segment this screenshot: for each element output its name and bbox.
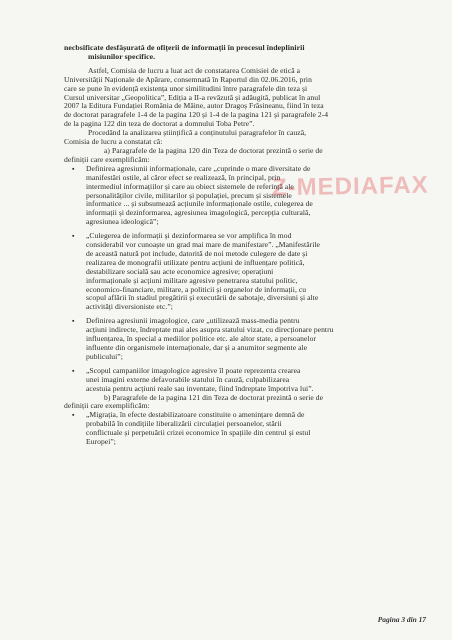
- text-line: 2007 la Editura Fundației România de Mâine, autor Dragoș Frăsineanu, fiind în teza: [64, 102, 324, 111]
- list-item: [64, 232, 424, 312]
- point-b: b) Paragrafele de la pagina 121 din Teza de doctorat prezintă o serie de: [104, 393, 324, 402]
- text-line: Europei”;: [86, 438, 116, 447]
- list-item: [64, 165, 424, 227]
- title-line: necbsificate desfășurată de ofițerii de informații în procesul îndeplinirii: [64, 44, 305, 52]
- mediafax-watermark: Z-MEDIAFAX: [271, 171, 429, 202]
- bullet-icon: ▪: [72, 232, 75, 241]
- page-number: Pagina 3 din 17: [377, 615, 426, 624]
- text-line: influențarea, în special a mediilor politice etc. ale altor state, a persoanelor: [86, 335, 317, 344]
- bullet-list-a: [64, 165, 424, 394]
- text-line: de doctorat paragrafele 1-4 de la pagina 120 și 1-4 de la pagina 121 și paragrafele 2-4: [64, 111, 329, 120]
- text-line: acțiuni indirecte, îndreptate mai ales asupra statului vizat, cu direcționare pentru: [86, 326, 334, 335]
- point-a-continuation: definiții care exemplificăm:: [64, 155, 150, 164]
- text-line: destabilizare socială sau acte economice agresive; operațiuni: [86, 267, 274, 276]
- point-b-continuation: definiții care exemplificăm:: [64, 402, 150, 411]
- text-line: Definirea agresiunii informaționale, care „cuprinde o mare diversitate de: [86, 164, 311, 173]
- text-line: manifestări ostile, al căror efect se realizează, în principal, prin: [86, 173, 281, 182]
- document-title: [64, 44, 424, 62]
- text-line: de la pagina 122 din teza de doctorat a domnului Toba Petre”.: [64, 120, 255, 129]
- text-line: Astfel, Comisia de lucru a luat act de constatarea Comisiei de etică a: [88, 66, 301, 75]
- text-line: conflictuale și perpetuării crizei economice în spațiile din centrul și estul: [86, 429, 311, 438]
- list-item: [64, 411, 424, 447]
- text-line: „Culegerea de informații și dezinformarea se vor amplifica în mod: [86, 232, 292, 241]
- text-line: economico-financiare, militare, a politicii și organelor de informații, cu: [86, 285, 307, 294]
- bullet-icon: ▪: [72, 366, 75, 375]
- text-line: activități diversioniste etc.”;: [86, 303, 173, 312]
- title-line: misiunilor specifice.: [88, 52, 156, 61]
- paragraph-commission: [64, 67, 424, 129]
- text-line: personalităților civile, militarilor și populației, precum și sistemele: [86, 191, 292, 200]
- bullet-icon: ▪: [72, 164, 75, 173]
- text-line: Comisia de lucru a constatat că:: [64, 138, 163, 147]
- text-line: informaționale și acțiuni militare agresive penetrarea statului politic,: [86, 276, 298, 285]
- bullet-icon: ▪: [72, 317, 75, 326]
- text-line: unei imagini externe defavorabile statului în cauză, culpabilizarea: [86, 375, 290, 384]
- text-line: intermediul informațiilor și care au obiect sistemele de referință ale: [86, 182, 294, 191]
- text-line: informatice ... și subsumează acțiunile informaționale ostile, culegerea de: [86, 200, 313, 209]
- list-item: [64, 367, 424, 394]
- text-line: considerabil vor cunoaște un grad mai mare de manifestare”. „Manifestările: [86, 241, 320, 250]
- text-line: „Migrația, în efecte destabilizatoare constituite o amenințare demnă de: [86, 411, 305, 420]
- text-line: care se pune în evidență existența unor similitudini între paragrafele din teza și: [64, 84, 308, 93]
- text-line: Definirea agresiunii imagologice, care „utilizează mass-media pentru: [86, 317, 300, 326]
- paragraph-analysis: [64, 129, 424, 147]
- list-item: [64, 317, 424, 362]
- text-line: influente din organismele internaționale, dar și a anumitor segmente ale: [86, 344, 308, 352]
- text-line: de această natură pot include, datorită de noi metode culegere de date și: [86, 249, 308, 258]
- text-line: publicului”;: [86, 352, 123, 361]
- text-line: Procedând la analizarea științifică a conținutului paragrafelor în cauză,: [88, 129, 307, 138]
- bullet-icon: ▪: [72, 411, 75, 420]
- text-line: Cursul universitar „Geopolitica”, Ediția a II-a revăzută și adăugită, publicat în anul: [64, 93, 321, 102]
- text-line: probabilă în condițiile liberalizării circulației persoanelor, stării: [86, 420, 282, 429]
- text-line: realizarea de monografii utilizate pentru acțiuni de influențare politică,: [86, 258, 305, 267]
- text-line: acestuia pentru acțiuni reale sau inventate, fiind îndreptate împotriva lui”.: [86, 384, 314, 393]
- text-line: agresiunea ideologică”;: [86, 218, 159, 227]
- text-line: Universității Naționale de Apărare, consemnată în Raportul din 02.06.2016, prin: [64, 75, 312, 84]
- point-a: a) Paragrafele de la pagina 120 din Teza de doctorat prezintă o serie de: [104, 146, 323, 155]
- text-line: „Scopul campaniilor imagologice agresive îl poate reprezenta crearea: [86, 366, 301, 375]
- text-line: scopul aflării în stadiul pregătirii și executării de sabotaje, diversiuni și alte: [86, 294, 319, 303]
- bullet-list-b: [64, 411, 424, 447]
- text-line: informații și dezinformarea, agresiunea imagologică, percepția culturală,: [86, 209, 311, 218]
